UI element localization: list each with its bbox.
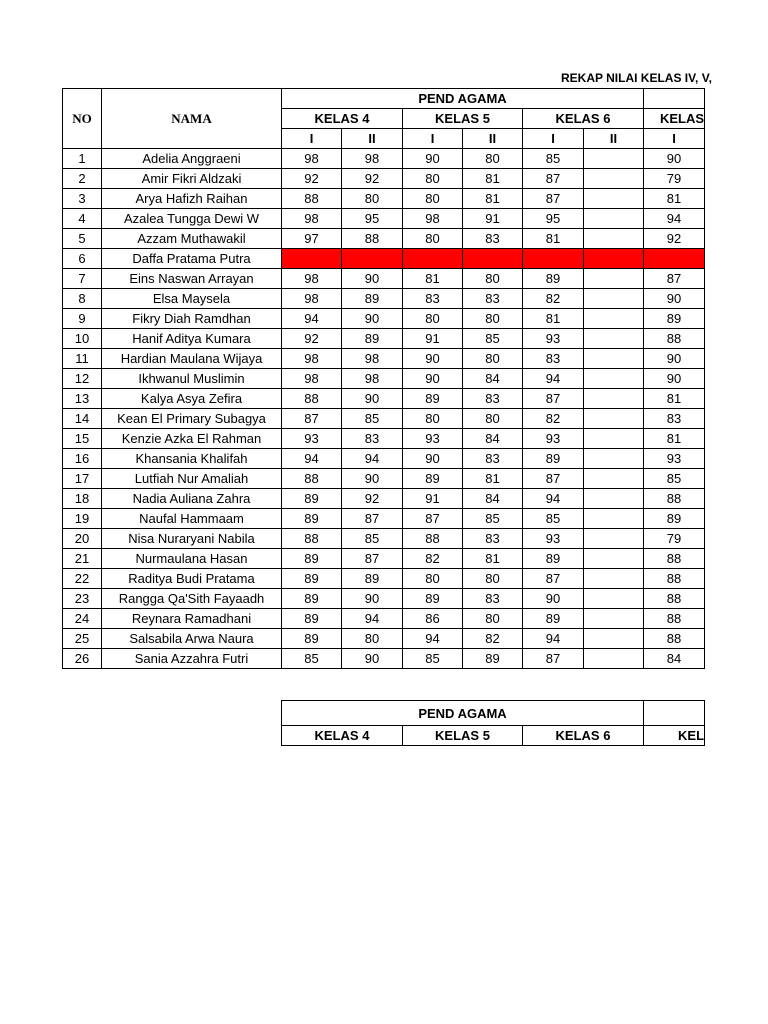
score-cell: 94 (523, 369, 584, 389)
score-cell: 90 (523, 589, 584, 609)
score-cell: 94 (282, 309, 342, 329)
score-cell (584, 189, 644, 209)
score-cell: 88 (644, 629, 705, 649)
table-row (63, 609, 705, 629)
student-name: Reynara Ramadhani (102, 609, 282, 629)
row-number: 19 (63, 509, 102, 529)
score-cell: 90 (644, 289, 705, 309)
score-cell (584, 269, 644, 289)
score-cell: 80 (463, 569, 523, 589)
student-name: Salsabila Arwa Naura (102, 629, 282, 649)
student-name: Nadia Auliana Zahra (102, 489, 282, 509)
row-number: 26 (63, 649, 102, 669)
score-cell: 85 (403, 649, 463, 669)
student-name: Nurmaulana Hasan (102, 549, 282, 569)
score-cell (584, 229, 644, 249)
table-row (63, 169, 705, 189)
score-cell: 87 (342, 509, 403, 529)
score-cell: 85 (523, 509, 584, 529)
student-name: Nisa Nuraryani Nabila (102, 529, 282, 549)
student-name: Azalea Tungga Dewi W (102, 209, 282, 229)
score-cell: 88 (282, 469, 342, 489)
score-cell (463, 249, 523, 269)
score-cell: 82 (463, 629, 523, 649)
score-cell (584, 609, 644, 629)
score-cell: 81 (463, 549, 523, 569)
score-cell: 98 (403, 209, 463, 229)
score-cell: 83 (463, 289, 523, 309)
table-row (63, 489, 705, 509)
score-cell: 95 (523, 209, 584, 229)
score-cell: 87 (403, 509, 463, 529)
score-cell: 89 (523, 549, 584, 569)
score-cell (584, 569, 644, 589)
score-cell (584, 349, 644, 369)
table-row (63, 429, 705, 449)
score-cell: 89 (644, 509, 705, 529)
score-cell (584, 289, 644, 309)
score-cell (584, 649, 644, 669)
score-cell: 90 (342, 649, 403, 669)
score-cell: 81 (463, 189, 523, 209)
table-row (63, 589, 705, 609)
score-cell: 80 (463, 269, 523, 289)
score-cell: 90 (342, 589, 403, 609)
table-row (63, 649, 705, 669)
score-cell: 98 (282, 269, 342, 289)
header-k4-sem1: I (282, 129, 342, 149)
score-cell (584, 489, 644, 509)
score-cell: 98 (282, 209, 342, 229)
score-cell: 94 (644, 209, 705, 229)
score-cell (584, 449, 644, 469)
score-cell: 94 (523, 489, 584, 509)
score-cell: 81 (463, 169, 523, 189)
score-cell: 91 (403, 489, 463, 509)
score-cell (584, 389, 644, 409)
row-number: 24 (63, 609, 102, 629)
score-cell: 80 (463, 609, 523, 629)
sheet-title: REKAP NILAI KELAS IV, V, (561, 71, 712, 85)
score-cell: 87 (523, 189, 584, 209)
table-row (63, 529, 705, 549)
score-cell: 88 (282, 389, 342, 409)
score-cell: 90 (403, 349, 463, 369)
score-cell: 80 (403, 169, 463, 189)
score-cell: 82 (523, 409, 584, 429)
score-cell: 83 (403, 289, 463, 309)
student-name: Sania Azzahra Futri (102, 649, 282, 669)
score-cell (584, 249, 644, 269)
score-cell (584, 509, 644, 529)
summary-kelas-4: KELAS 4 (282, 726, 403, 746)
student-name: Hanif Aditya Kumara (102, 329, 282, 349)
score-cell: 83 (463, 589, 523, 609)
table-row (63, 269, 705, 289)
student-name: Adelia Anggraeni (102, 149, 282, 169)
score-cell: 90 (644, 149, 705, 169)
table-row (63, 549, 705, 569)
score-cell: 93 (523, 429, 584, 449)
score-cell: 89 (523, 609, 584, 629)
header-kelas-4: KELAS 4 (282, 109, 403, 129)
score-cell: 90 (342, 269, 403, 289)
score-cell: 88 (644, 589, 705, 609)
student-name: Hardian Maulana Wijaya (102, 349, 282, 369)
score-cell: 80 (403, 569, 463, 589)
row-number: 17 (63, 469, 102, 489)
row-number: 11 (63, 349, 102, 369)
score-cell: 89 (342, 289, 403, 309)
table-row (63, 389, 705, 409)
student-name: Ikhwanul Muslimin (102, 369, 282, 389)
score-cell: 89 (342, 569, 403, 589)
table-row (63, 249, 705, 269)
score-cell: 91 (403, 329, 463, 349)
score-cell: 88 (644, 569, 705, 589)
table-row (63, 209, 705, 229)
header-k4-sem2: II (342, 129, 403, 149)
score-cell: 87 (523, 469, 584, 489)
header-k5-sem2: II (463, 129, 523, 149)
score-cell (584, 589, 644, 609)
score-cell: 83 (644, 409, 705, 429)
score-cell: 87 (523, 169, 584, 189)
score-cell: 87 (523, 649, 584, 669)
score-cell: 97 (282, 229, 342, 249)
score-cell: 89 (523, 449, 584, 469)
score-cell: 85 (463, 329, 523, 349)
score-cell: 88 (644, 329, 705, 349)
score-cell: 90 (342, 309, 403, 329)
score-cell: 89 (463, 649, 523, 669)
score-cell (584, 429, 644, 449)
score-cell: 85 (342, 409, 403, 429)
score-cell (282, 249, 342, 269)
score-cell (584, 209, 644, 229)
score-cell: 98 (282, 349, 342, 369)
score-cell: 87 (282, 409, 342, 429)
score-cell: 80 (403, 189, 463, 209)
summary-kelas-6: KELAS 6 (523, 726, 644, 746)
score-cell: 93 (523, 329, 584, 349)
score-cell: 91 (463, 209, 523, 229)
score-cell (584, 369, 644, 389)
score-cell: 92 (644, 229, 705, 249)
score-cell: 80 (463, 309, 523, 329)
summary-kelas-next: KEL (644, 726, 705, 746)
header-k6-sem2: II (584, 129, 644, 149)
row-number: 3 (63, 189, 102, 209)
score-cell: 83 (463, 529, 523, 549)
score-cell: 81 (523, 309, 584, 329)
score-cell: 90 (644, 369, 705, 389)
score-cell: 92 (342, 169, 403, 189)
student-name: Khansania Khalifah (102, 449, 282, 469)
table-row (63, 329, 705, 349)
student-name: Lutfiah Nur Amaliah (102, 469, 282, 489)
score-cell: 93 (644, 449, 705, 469)
score-cell (584, 169, 644, 189)
student-name: Naufal Hammaam (102, 509, 282, 529)
score-cell (523, 249, 584, 269)
score-cell: 83 (463, 449, 523, 469)
score-cell: 81 (644, 189, 705, 209)
row-number: 1 (63, 149, 102, 169)
score-cell: 83 (342, 429, 403, 449)
score-cell: 93 (523, 529, 584, 549)
score-cell: 94 (342, 449, 403, 469)
score-cell: 98 (282, 289, 342, 309)
header-no: NO (63, 89, 102, 149)
header-next-sem1: I (644, 129, 705, 149)
table-row (63, 469, 705, 489)
summary-kelas-5: KELAS 5 (403, 726, 523, 746)
student-name: Elsa Maysela (102, 289, 282, 309)
score-cell: 94 (403, 629, 463, 649)
score-cell: 87 (644, 269, 705, 289)
row-number: 5 (63, 229, 102, 249)
score-cell: 89 (644, 309, 705, 329)
header-kelas-6: KELAS 6 (523, 109, 644, 129)
score-cell: 86 (403, 609, 463, 629)
row-number: 9 (63, 309, 102, 329)
score-cell: 85 (282, 649, 342, 669)
row-number: 18 (63, 489, 102, 509)
score-cell: 80 (463, 149, 523, 169)
score-cell: 80 (403, 409, 463, 429)
score-cell: 83 (463, 229, 523, 249)
row-number: 16 (63, 449, 102, 469)
row-number: 22 (63, 569, 102, 589)
score-cell: 84 (644, 649, 705, 669)
score-cell: 82 (523, 289, 584, 309)
row-number: 15 (63, 429, 102, 449)
student-name: Amir Fikri Aldzaki (102, 169, 282, 189)
score-cell: 81 (523, 229, 584, 249)
table-row (63, 569, 705, 589)
score-cell (342, 249, 403, 269)
score-cell: 87 (342, 549, 403, 569)
row-number: 4 (63, 209, 102, 229)
score-cell: 80 (342, 629, 403, 649)
student-name: Kalya Asya Zefira (102, 389, 282, 409)
student-name: Arya Hafizh Raihan (102, 189, 282, 209)
score-cell (584, 549, 644, 569)
student-name: Rangga Qa'Sith Fayaadh (102, 589, 282, 609)
row-number: 7 (63, 269, 102, 289)
score-cell: 82 (403, 549, 463, 569)
row-number: 25 (63, 629, 102, 649)
score-cell: 87 (523, 569, 584, 589)
score-cell: 90 (403, 149, 463, 169)
score-cell: 98 (342, 349, 403, 369)
score-cell (584, 149, 644, 169)
score-cell: 98 (342, 149, 403, 169)
header-k6-sem1: I (523, 129, 584, 149)
score-cell: 80 (403, 309, 463, 329)
score-cell: 83 (523, 349, 584, 369)
student-name: Raditya Budi Pratama (102, 569, 282, 589)
score-cell: 89 (342, 329, 403, 349)
score-cell: 85 (644, 469, 705, 489)
score-cell: 89 (282, 609, 342, 629)
row-number: 2 (63, 169, 102, 189)
student-name: Kean El Primary Subagya (102, 409, 282, 429)
row-number: 14 (63, 409, 102, 429)
score-cell (584, 329, 644, 349)
score-cell (584, 529, 644, 549)
score-cell (584, 629, 644, 649)
score-cell: 88 (644, 609, 705, 629)
score-cell: 92 (282, 329, 342, 349)
summary-table (281, 700, 705, 746)
score-cell: 89 (282, 589, 342, 609)
score-cell: 79 (644, 169, 705, 189)
row-number: 6 (63, 249, 102, 269)
score-cell: 88 (282, 189, 342, 209)
row-number: 10 (63, 329, 102, 349)
score-cell: 94 (282, 449, 342, 469)
score-cell: 90 (403, 369, 463, 389)
header-kelas-next: KELAS (644, 109, 705, 129)
row-number: 20 (63, 529, 102, 549)
summary-subject: PEND AGAMA (282, 701, 644, 726)
score-cell: 89 (403, 469, 463, 489)
score-cell: 89 (403, 589, 463, 609)
header-subject-next (644, 89, 705, 109)
score-cell: 88 (403, 529, 463, 549)
score-cell (584, 309, 644, 329)
row-number: 13 (63, 389, 102, 409)
table-row (63, 369, 705, 389)
score-cell: 89 (282, 549, 342, 569)
table-row (63, 449, 705, 469)
score-cell: 85 (342, 529, 403, 549)
score-cell: 81 (403, 269, 463, 289)
table-row (63, 409, 705, 429)
score-cell: 90 (403, 449, 463, 469)
header-kelas-5: KELAS 5 (403, 109, 523, 129)
score-cell: 80 (463, 349, 523, 369)
score-cell: 89 (282, 509, 342, 529)
header-subject: PEND AGAMA (282, 89, 644, 109)
score-cell: 98 (342, 369, 403, 389)
score-cell: 90 (644, 349, 705, 369)
score-cell (584, 409, 644, 429)
score-cell: 84 (463, 489, 523, 509)
table-row (63, 309, 705, 329)
score-cell: 89 (282, 629, 342, 649)
score-cell (644, 249, 705, 269)
score-cell: 81 (644, 389, 705, 409)
score-cell: 85 (523, 149, 584, 169)
table-row (63, 349, 705, 369)
score-cell (403, 249, 463, 269)
student-name: Daffa Pratama Putra (102, 249, 282, 269)
table-row (63, 289, 705, 309)
score-cell: 92 (342, 489, 403, 509)
row-number: 23 (63, 589, 102, 609)
score-cell: 81 (644, 429, 705, 449)
score-cell (584, 469, 644, 489)
score-cell: 94 (342, 609, 403, 629)
score-cell: 95 (342, 209, 403, 229)
score-cell: 90 (342, 469, 403, 489)
score-cell: 89 (523, 269, 584, 289)
score-cell: 89 (282, 489, 342, 509)
score-cell: 88 (644, 489, 705, 509)
student-name: Fikry Diah Ramdhan (102, 309, 282, 329)
score-cell: 84 (463, 429, 523, 449)
score-cell: 88 (342, 229, 403, 249)
score-cell: 80 (342, 189, 403, 209)
score-cell: 89 (282, 569, 342, 589)
score-cell: 85 (463, 509, 523, 529)
table-row (63, 149, 705, 169)
score-cell: 90 (342, 389, 403, 409)
score-cell: 88 (282, 529, 342, 549)
score-cell: 88 (644, 549, 705, 569)
student-name: Eins Naswan Arrayan (102, 269, 282, 289)
score-cell: 79 (644, 529, 705, 549)
row-number: 21 (63, 549, 102, 569)
row-number: 12 (63, 369, 102, 389)
table-row (63, 229, 705, 249)
score-cell: 81 (463, 469, 523, 489)
score-cell: 89 (403, 389, 463, 409)
table-row (63, 629, 705, 649)
score-cell: 92 (282, 169, 342, 189)
student-name: Azzam Muthawakil (102, 229, 282, 249)
score-cell: 98 (282, 369, 342, 389)
row-number: 8 (63, 289, 102, 309)
score-cell: 83 (463, 389, 523, 409)
summary-subject-next (644, 701, 705, 726)
score-cell: 84 (463, 369, 523, 389)
score-cell: 87 (523, 389, 584, 409)
table-row (63, 509, 705, 529)
grades-table (62, 88, 705, 669)
header-k5-sem1: I (403, 129, 463, 149)
score-cell: 93 (282, 429, 342, 449)
score-cell: 80 (403, 229, 463, 249)
student-name: Kenzie Azka El Rahman (102, 429, 282, 449)
score-cell: 93 (403, 429, 463, 449)
score-cell: 80 (463, 409, 523, 429)
header-nama: NAMA (102, 89, 282, 149)
table-row (63, 189, 705, 209)
score-cell: 98 (282, 149, 342, 169)
score-cell: 94 (523, 629, 584, 649)
